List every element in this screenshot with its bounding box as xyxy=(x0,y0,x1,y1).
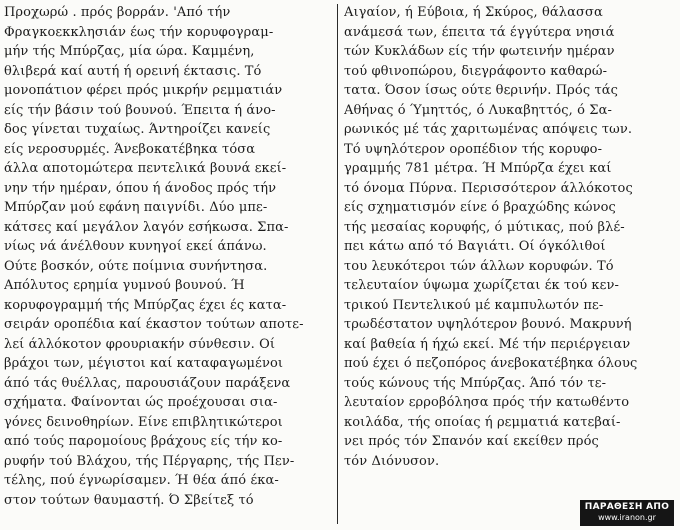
text-line: Φραγκοεκκλησιάν έως τήν κορυφογραμ- xyxy=(4,24,274,40)
text-line: μήν τής Μπύρζας, μία ώρα. Καμμένη, xyxy=(4,44,255,59)
watermark-line-1: ΠΑΡΑΘΕΣΗ ΑΠΟ xyxy=(584,502,670,512)
column-divider xyxy=(337,4,338,524)
text-line: είς σχηματισμόν είνε ό βραχώδης κώνος xyxy=(344,200,616,215)
text-line: τέλης, πού έγνωρίσαμεν. Ή θέα άπό έκα- xyxy=(4,473,279,488)
text-line: τής μεσαίας κορυφής, ό μύτικας, πού βλέ- xyxy=(344,219,625,235)
text-line: βράχοι των, μέγιστοι καί καταφαγωμένοι xyxy=(4,356,284,371)
text-line: γραμμής 781 μέτρα. Ή Μπύρζα έχει καί xyxy=(344,161,612,176)
text-line: τού φθινοπώρου, διεγράφοντο καθαρώ- xyxy=(344,63,608,79)
text-line: Αθήνας ό Ύμηττός, ό Λυκαβηττός, ό Σα- xyxy=(344,102,612,118)
text-line: λεί άλλόκοτον φρουριακήν σύνθεσιν. Οί xyxy=(4,336,276,352)
text-line: καί βαθεία ή ήχώ εκεί. Μέ τήν περιέργειαν xyxy=(344,336,631,352)
text-line: πού έχει ό πεζοπόρος άνεβοκατέβηκα όλους xyxy=(344,356,638,371)
text-line: γόνες δεινοθηρίων. Είνε επιβλητικώτεροι xyxy=(4,414,283,430)
text-line: είς νεροσυρμές. Άνεβοκατέβηκα τόσα xyxy=(4,141,256,157)
text-line: άλλα αποτομώτερα πεντελικά βουνά εκεί- xyxy=(4,161,287,176)
text-line: στον τούτων θαυμαστή. Ό Σβείτεξ τό xyxy=(4,492,254,508)
text-line: του λευκότεροι τών άλλων κορυφών. Τό xyxy=(344,258,614,274)
text-line: κοιλάδα, τής οποίας ή ρεμματιά κατεβαί- xyxy=(344,414,621,430)
text-line: τών Κυκλάδων είς τήν φωτεινήν ημέραν xyxy=(344,44,615,59)
text-line: κορυφογραμμή τής Μπύρζας έχει ές κατα- xyxy=(4,297,287,313)
text-line: τρωδέστατον υψηλότερον βουνό. Μακρυνή xyxy=(344,317,632,332)
text-line: είς τήν βάσιν τού βουνού. Έπειτα ή άνο- xyxy=(4,102,276,118)
text-line: νει πρός τόν Σπανόν καί εκείθεν πρός xyxy=(344,434,599,449)
text-line: Μπύρζαν μού εφάνη παιγνίδι. Δύο μπε- xyxy=(4,200,268,215)
text-line: τούς κώνους τής Μπύρζας. Άπό τόν τε- xyxy=(344,375,607,391)
text-line: μονοπάτιον φέρει πρός μικρήν ρεμματιάν xyxy=(4,83,283,98)
text-line: σχήματα. Φαίνονται ώς προέχουσαι σια- xyxy=(4,395,278,410)
text-line: πει κάτω από τό Βαγιάτι. Οί όγκόλιθοί xyxy=(344,239,606,254)
text-line: Προχωρώ . πρός βορράν. 'Από τήν xyxy=(4,5,231,20)
text-line: Αιγαίον, ή Εύβοια, ή Σκύρος, θάλασσα xyxy=(344,5,603,20)
left-text-column xyxy=(4,3,332,510)
text-line: τόν Διόνυσον. xyxy=(344,453,440,469)
text-line: τό όνομα Πύρνα. Περισσότερον άλλόκοτος xyxy=(344,180,633,196)
text-line: τρικού Πεντελικού μέ καμπυλωτόν πε- xyxy=(344,297,604,313)
text-line: Απόλυτος ερημία γυμνού βουνού. Ή xyxy=(4,278,245,293)
text-line: δος γίνεται τυχαίως. Άντηροίζει κανείς xyxy=(4,122,271,137)
text-line: ανάμεσά των, έπειτα τά έγγύτερα νησιά xyxy=(344,24,615,40)
text-line: νίως νά άνέλθουν κυνηγοί εκεί άπάνω. xyxy=(4,239,267,254)
watermark-line-2: www.iranon.gr xyxy=(598,513,656,522)
right-text-column xyxy=(344,3,674,471)
text-line: ρυφήν τού Βλάχου, τής Πέργαρης, τής Πεν- xyxy=(4,453,295,469)
text-line: τελευταίον ύψωμα χωρίζεται έκ τού κεν- xyxy=(344,278,619,293)
text-line: Ούτε βοσκόν, ούτε ποίμνια συνήντησα. xyxy=(4,258,268,274)
text-line: Τό υψηλότερον οροπέδιον τής κορυφο- xyxy=(344,141,603,157)
text-line: τατα. Όσον ίσως ούτε θερινήν. Πρός τάς xyxy=(344,83,619,98)
text-line: ρωνικός μέ τάς χαριτωμένας απόψεις των. xyxy=(344,122,633,137)
text-line: σειράν οροπέδια καί έκαστον τούτων αποτε- xyxy=(4,317,304,332)
text-line: νην τήν ημέραν, όπου ή άνοδος πρός τήν xyxy=(4,180,277,196)
text-line: κάτσες καί μεγάλον λαγόν εσήκωσα. Σπα- xyxy=(4,219,289,235)
text-line: από τούς παρομοίους βράχους είς τήν κο- xyxy=(4,434,283,449)
text-line: θλιβερά καί αυτή ή ορεινή έκτασις. Τό xyxy=(4,63,262,79)
source-watermark-badge xyxy=(580,500,674,526)
text-line: λευταίον ερροβόλησα πρός τήν κατωθέντο xyxy=(344,395,630,410)
text-line: άπό τάς θυέλλας, παρουσιάζουν παράξενα xyxy=(4,375,291,391)
